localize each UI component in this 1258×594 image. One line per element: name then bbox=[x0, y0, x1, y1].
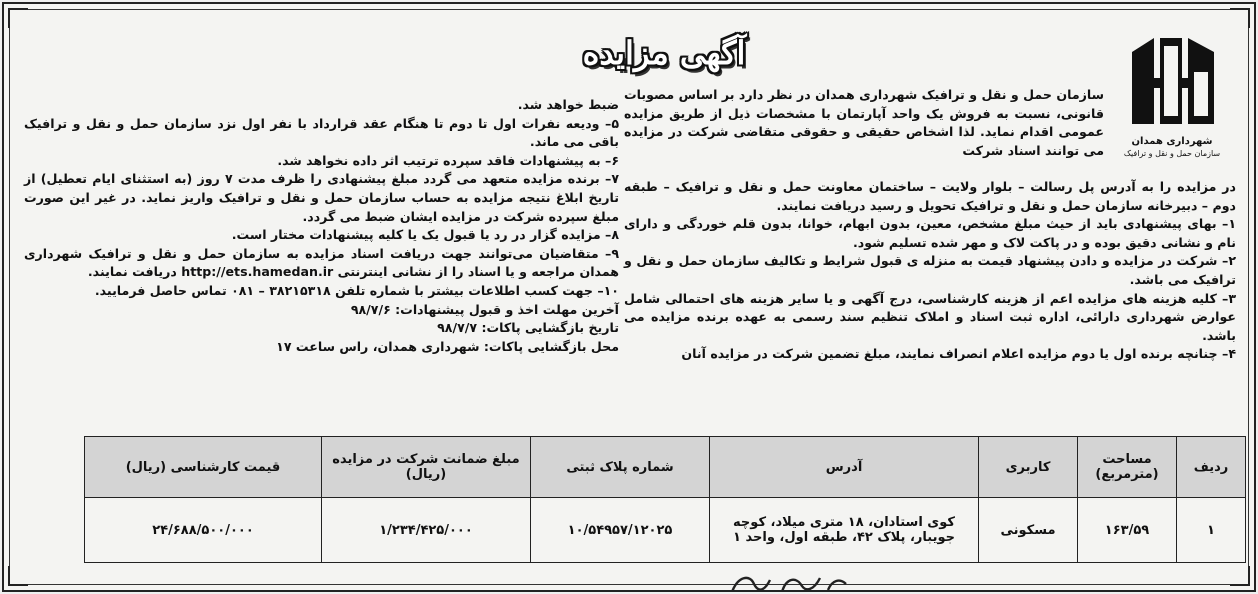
handwritten-scribble bbox=[724, 570, 854, 592]
intro-continued-text: در مزایده را به آدرس پل رسالت – بلوار ولایت – ساختمان معاونت حمل و نقل و ترافیک – طبقه دوم – دبیرخانه سازمان حمل و نقل و ترافیک تحویل و رسید دریافت نمایند. bbox=[624, 179, 1236, 213]
clause-6: ۶– به پیشنهادات فاقد سپرده ترتیب اثر داده نخواهد شد. bbox=[277, 152, 619, 168]
header-guarantee: مبلغ ضمانت شرکت در مزایده (ریال) bbox=[322, 437, 531, 498]
property-table bbox=[84, 436, 1246, 563]
clause-10: ۱۰– جهت کسب اطلاعات بیشتر با شماره تلفن ۳۸۲۱۵۳۱۸ – ۰۸۱ تماس حاصل فرمایید. bbox=[94, 282, 619, 298]
opening-place-line: محل بازگشایی پاکات: شهرداری همدان، راس ساعت ۱۷ bbox=[276, 338, 619, 354]
header-area: مساحت (مترمربع) bbox=[1078, 437, 1177, 498]
intro-paragraph bbox=[624, 86, 1104, 160]
deadline-line: آخرین مهلت اخذ و قبول پیشنهادات: ۹۸/۷/۶ bbox=[350, 301, 619, 317]
cell-plate: ۱۰/۵۴۹۵۷/۱۲۰۲۵ bbox=[531, 498, 710, 563]
header-address: آدرس bbox=[710, 437, 979, 498]
cell-price: ۲۴/۶۸۸/۵۰۰/۰۰۰ bbox=[85, 498, 322, 563]
notice-title-text: آگهی مزایده bbox=[582, 34, 746, 72]
right-column bbox=[624, 178, 1236, 364]
clause-2: ۲– شرکت در مزایده و دادن پیشنهاد قیمت به منزله ی قبول شرایط و تکالیف سازمان حمل و نقل و ترافیک می باشد. bbox=[624, 253, 1236, 287]
clause-4-tail: ضبط خواهد شد. bbox=[517, 97, 619, 112]
cell-address: کوی استادان، ۱۸ متری میلاد، کوچه جویبار، پلاک ۴۲، طبقه اول، واحد ۱ bbox=[710, 498, 979, 563]
opening-date-line: تاریخ بازگشایی پاکات: ۹۸/۷/۷ bbox=[437, 320, 619, 336]
cell-usage: مسکونی bbox=[979, 498, 1078, 563]
header-row-number: ردیف bbox=[1177, 437, 1246, 498]
frame-corner bbox=[1230, 8, 1250, 28]
clause-5: ۵– ودیعه نفرات اول تا دوم تا هنگام عقد قرارداد با نفر اول نزد سازمان حمل و نقل و ترافیک باقی می ماند. bbox=[24, 115, 619, 150]
left-column bbox=[24, 96, 619, 356]
cell-area: ۱۶۳/۵۹ bbox=[1078, 498, 1177, 563]
intro-text: سازمان حمل و نقل و ترافیک شهرداری همدان در نظر دارد بر اساس مصوبات قانونی، نسبت به فروش یک واحد آپارتمان با مشخصات ذیل از طریق مزایده عمومی اقدام نماید. لذا اشخاص حقیقی و حقوقی متقاضی شرکت در مزایده می توانند اسناد شرکت bbox=[624, 87, 1104, 158]
frame-corner bbox=[1230, 566, 1250, 586]
clause-3: ۳– کلیه هزینه های مزایده اعم از هزینه کارشناسی، درج آگهی و یا سایر هزینه های احتمالی شامل عوارض شهرداری دارائی، اداره ثبت اسناد و املاک تنظیم سند رسمی به عهده برنده مزایده می باشد. bbox=[624, 290, 1236, 343]
clause-8: ۸– مزایده گزار در رد یا قبول یک یا کلیه پیشنهادات مختار است. bbox=[231, 227, 619, 243]
header-plate: شماره پلاک ثبتی bbox=[531, 437, 710, 498]
clause-4: ۴– چنانچه برنده اول یا دوم مزایده اعلام انصراف نمایند، مبلغ تضمین شرکت در مزایده آنان bbox=[681, 346, 1236, 362]
municipality-hamedan-logo-icon bbox=[1124, 32, 1220, 132]
logo-caption-city: شهرداری همدان bbox=[1131, 136, 1213, 147]
frame-corner bbox=[8, 8, 28, 28]
header-price: قیمت کارشناسی (ریال) bbox=[85, 437, 322, 498]
clause-1: ۱– بهای پیشنهادی باید از حیث مبلغ مشخص، معین، بدون ابهام، خوانا، بدون قلم خوردگی و دارای نام و نشانی دقیق بوده و در پاکت لاک و مهر شده تسلیم شود. bbox=[624, 216, 1236, 250]
clause-9: ۹– متقاضیان می‌توانند جهت دریافت اسناد مزایده به سازمان حمل و نقل و ترافیک شهرداری همدان مراجعه و یا اسناد را از نشانی اینترنتی http://ets.hamedan.ir دریافت نمایند. bbox=[24, 245, 619, 280]
logo-caption-org: سازمان حمل و نقل و ترافیک bbox=[1123, 149, 1221, 158]
table-row bbox=[85, 498, 1246, 563]
header-usage: کاربری bbox=[979, 437, 1078, 498]
notice-title bbox=[534, 26, 794, 80]
frame-corner bbox=[8, 566, 28, 586]
table-header-row bbox=[85, 437, 1246, 498]
cell-guarantee: ۱/۲۳۴/۴۲۵/۰۰۰ bbox=[322, 498, 531, 563]
auction-notice bbox=[2, 2, 1256, 592]
clause-7: ۷– برنده مزایده متعهد می گردد مبلغ پیشنهادی را ظرف مدت ۷ روز (به استثنای ایام تعطیل) از تاریخ ابلاغ نتیجه مزایده به حساب سازمان حمل و نقل و ترافیک واریز نماید. در غیر این صورت مبلغ سپرده شرکت در مزایده ایشان ضبط می گردد. bbox=[24, 171, 619, 224]
cell-row-number: ۱ bbox=[1177, 498, 1246, 563]
municipality-logo bbox=[1108, 32, 1236, 182]
